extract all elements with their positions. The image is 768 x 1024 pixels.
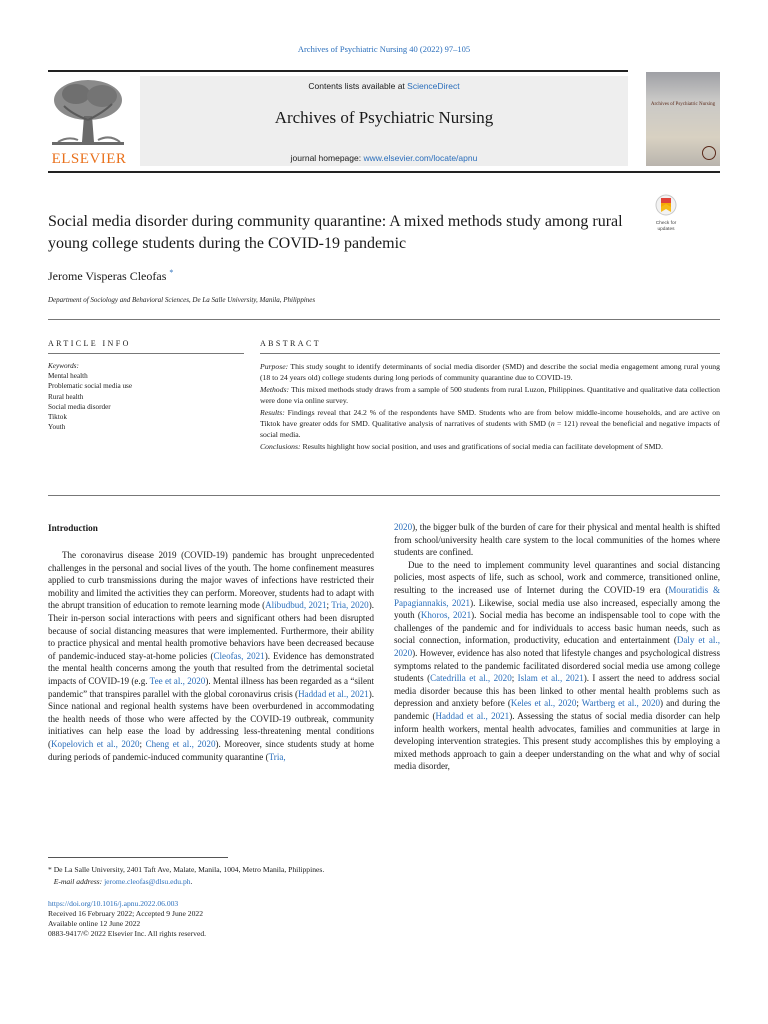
text-run: ). Assessing the status of social media disorder can help inform health workers, mental health advocates, families and communities at large in developing intervention strategies. This present study accomplishes this by employing a mixed methods approach to gain a deeper understanding on the what and why of social media disorder, [394,710,720,772]
methods-text: This mixed methods study draws from a sample of 500 students from rural Luzon, Philippines. Quantitative and qualitative data collection were done via online survey. [260,384,720,406]
abstract-end-rule [48,495,720,496]
conclusions-label: Conclusions: [260,441,301,451]
citation-link[interactable]: Kopelovich et al., 2020 [51,738,140,749]
section-heading-introduction: Introduction [48,523,98,533]
citation-link[interactable]: Haddad et al., 2021 [298,688,369,699]
elsevier-logo [48,76,130,166]
text-run: ), the bigger bulk of the burden of care for their physical and mental health is shifted from school/university health care system to the local communities of the homes where students are confined. [394,522,720,558]
conclusions-text: Results highlight how social position, and uses and gratifications of social media can facilitate development of SMD. [300,441,663,451]
badge-text-1: Check for [655,221,677,226]
citation-link[interactable]: Tee et al., 2020 [149,675,206,686]
homepage-line [140,153,628,163]
citation-link[interactable]: Islam et al., 2021 [517,673,584,684]
keyword-item: Tiktok [48,413,67,422]
citation-link[interactable]: Cleofas, 2021 [213,650,265,661]
citation-link[interactable]: Keles et al., 2020 [510,698,577,709]
journal-cover-image[interactable] [646,72,720,166]
footnote [48,864,720,888]
email-end: . [190,877,193,886]
purpose-label: Purpose: [260,362,289,371]
abstract-purpose [260,361,720,384]
available-online: Available online 12 June 2022 [48,919,141,928]
paragraph [394,521,720,559]
received-dates: Received 16 February 2022; Accepted 9 June 2022 [48,909,203,918]
elsevier-wordmark: ELSEVIER [51,151,127,167]
paragraph [394,559,720,773]
cover-title: Archives of Psychiatric Nursing [650,102,716,107]
text-run: ). Evidence has demonstrated the mental health concerns among the youth that resulted from the detrimental societal impacts of COVID-19 (e.g. [48,650,374,686]
abstract-heading: ABSTRACT [260,339,321,348]
homepage-prefix: journal homepage: [290,153,364,163]
footnote-address-text: De La Salle University, 2401 Taft Ave, Malate, Manila, 1004, Metro Manila, Philippines. [51,865,325,874]
text-run: ). Likewise, social media use also increased, especially among the youth ( [394,597,720,621]
article-title: Social media disorder during community quarantine: A mixed methods study among rural young college students during the COVID-19 pandemic [48,213,623,252]
publication-info [48,899,720,939]
doi-link[interactable]: https://doi.org/10.1016/j.apnu.2022.06.003 [48,899,179,908]
article-info-heading: ARTICLE INFO [48,339,131,348]
text-run: ; [139,738,146,749]
abstract-body [260,361,720,452]
body-column-right [394,521,720,773]
affiliation-rule [48,319,720,320]
results-n: n [550,419,555,429]
results-text-end: = 121) reveal the beneficial and negative impacts of social media. [260,419,720,440]
citation-link[interactable]: Alibudbud, 2021 [265,600,327,611]
elsevier-tree-icon [48,76,128,148]
article-info-rule [48,353,244,354]
sciencedirect-link[interactable]: ScienceDirect [407,81,460,91]
author-name: Jerome Visperas Cleofas [48,269,167,283]
footnote-mark: * [48,865,52,874]
text-run: The coronavirus disease 2019 (COVID-19) pandemic has brought unprecedented challenges in the personal and social lives of the youth. The home confinement measures applied to curb transmissions during the major waves of infections have restricted their mobility and limited the activities they can perform. Moreover, students had to adapt with the abrupt transition of education to remote learning mode ( [48,550,374,611]
author-affiliation: Department of Sociology and Behavioral Sciences, De La Salle University, Manila, Philippines [48,296,316,304]
results-label: Results: [260,407,285,417]
keyword-item: Social media disorder [48,402,111,411]
badge-text-2: updates [657,226,675,232]
keywords-block [48,361,244,432]
contents-prefix: Contents lists available at [308,81,408,91]
text-run: ; [511,673,518,684]
footnote-address [48,864,720,876]
citation-link[interactable]: Catedrilla et al., 2020 [430,673,512,684]
text-run: ). Mental illness has been regarded as a “silent pandemic” that transpires parallel with the global coronavirus crisis ( [48,675,375,699]
citation-link[interactable]: Haddad et al., 2021 [435,710,510,721]
text-run: ; [576,698,582,709]
citation-link[interactable]: Tria, 2020 [331,600,369,611]
abstract-results [260,407,720,441]
methods-label: Methods: [260,384,290,394]
citation-link[interactable]: Mouratidis & Papagiannakis, 2021 [394,584,720,608]
email-label: E-mail address: [53,877,103,886]
citation-link[interactable]: Daly et al., 2020 [394,635,720,658]
email-link[interactable]: jerome.cleofas@dlsu.edu.ph [104,877,191,886]
header-rule [48,70,628,72]
citation-link[interactable]: Tria, [268,751,286,762]
citation-link[interactable]: 2020 [394,522,413,532]
footnote-email [48,876,720,888]
text-run: ). Moreover, since students study at home during periods of pandemic-induced community quarantine ( [48,738,375,762]
keyword-item: Problematic social media use [48,382,133,391]
journal-banner [140,76,628,166]
text-run: ). However, evidence has also noted that lifestyle changes and psychological distress symptoms related to the pandemic facilitated disordered social media use among college students ( [394,647,720,684]
paragraph [48,549,374,763]
keywords-label: Keywords: [48,362,79,370]
citation-link[interactable]: Khoros, 2021 [420,610,472,621]
text-run: ) and during the pandemic ( [394,698,720,721]
keyword-item: Rural health [48,392,84,401]
keyword-item: Mental health [48,372,88,381]
cover-swirl-icon [702,146,716,160]
text-run: ; [326,600,332,611]
citation-link[interactable]: Cheng et al., 2020 [145,738,216,749]
check-updates-icon [655,194,677,216]
text-run: ). Their in-person social interactions with peers and significant others had been disrupted because of social distancing measures that were implemented. Furthermore, their ability to practice physical and mental health promotive behaviors have been decreased because of pandemic-induced stay-at-home policies ( [48,600,374,661]
homepage-link[interactable]: www.elsevier.com/locate/apnu [363,153,478,163]
author-footnote-mark[interactable]: * [169,268,174,277]
journal-citation[interactable]: Archives of Psychiatric Nursing 40 (2022) 97–105 [297,44,471,54]
keyword-item: Youth [48,423,66,432]
text-run: Due to the need to implement community level quarantines and social distancing policies, most aspects of life, such as school, work and commerce, transitioned online, resulting to the increased use of Internet during the COVID-19 era ( [394,559,720,595]
abstract-rule [260,353,720,354]
abstract-methods [260,384,720,407]
author-line [48,268,173,284]
copyright: 0883-9417/© 2022 Elsevier Inc. All rights reserved. [48,929,207,938]
body-column-left [48,549,374,763]
purpose-text: This study sought to identify determinants of social media disorder (SMD) and describe the social media engagement among rural young (18 to 24 years old) college students during long periods of community quarantine due to COVID-19. [260,362,720,383]
contents-line [140,81,628,91]
citation-link[interactable]: Wartberg et al., 2020 [581,698,660,709]
results-text: Findings reveal that 24.2 % of the respondents have SMD. Students who are from below middle-income households, and are active on Tiktok have greater odds for SMD. Qualitative analysis of narratives of students with SMD ( [260,407,720,429]
banner-rule [48,171,720,173]
check-for-updates-badge[interactable] [652,194,680,232]
text-run: ). Social media has become an indispensable tool to cope with the challenges of the pandemic and for individuals to access basic human needs, such as social connection, information, productivity, education and entertainment ( [394,610,720,646]
text-run: ). Since national and regional health systems have been overburdened in accommodating the health needs of those who were affected by the COVID-19 outbreak, community initiatives can help ease the load by addressing less-threatening mental conditions ( [48,688,374,749]
journal-name: Archives of Psychiatric Nursing [274,108,494,127]
abstract-conclusions [260,441,720,452]
text-run: ). I assert the need to address social media disorder because this has been linked to other mental health problems such as depression and anxiety before ( [394,673,720,709]
footnote-rule [48,857,228,858]
